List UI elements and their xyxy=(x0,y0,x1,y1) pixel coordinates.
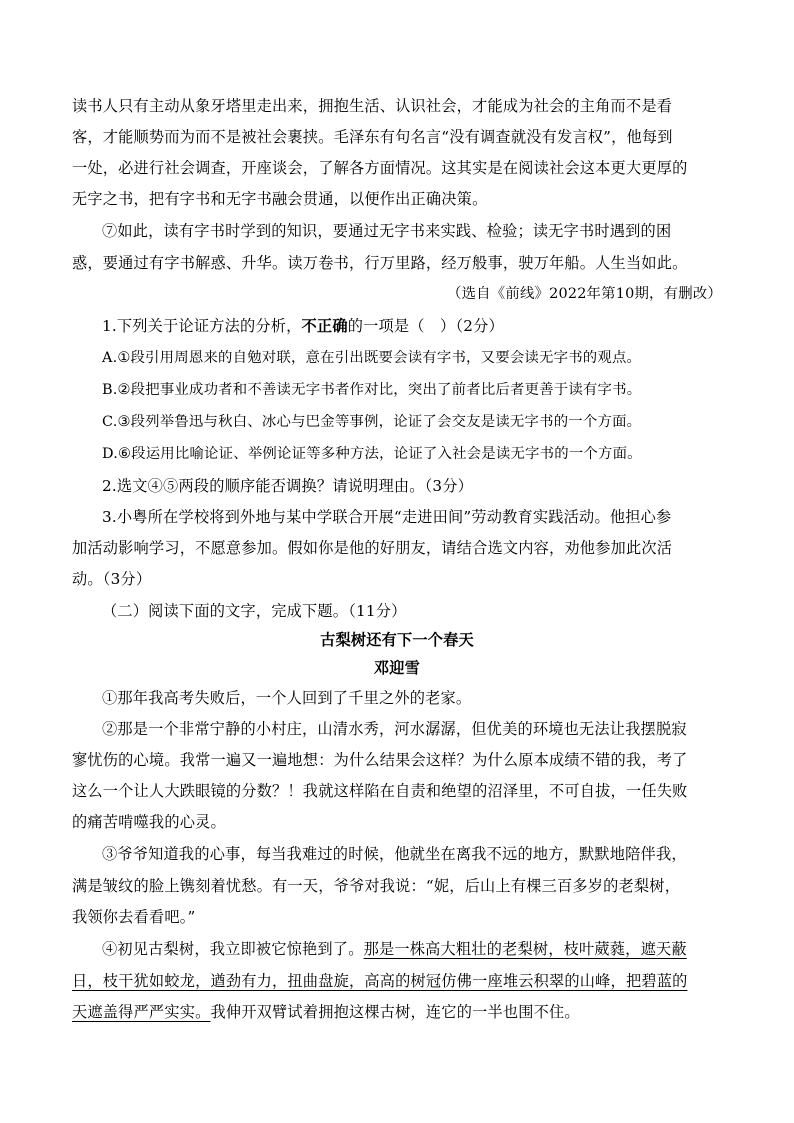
section-2-heading: （二）阅读下面的文字，完成下题。（11分） xyxy=(102,602,407,620)
question-1-emphasis: 不正确 xyxy=(301,317,348,335)
question-3-line-2: 加活动影响学习，不愿意参加。假如你是他的好朋友，请结合选文内容，劝他参加此次活 xyxy=(72,539,673,557)
source-citation: （选自《前线》2022年第10期，有删改） xyxy=(447,286,722,302)
underlined-sentence-part-1: 那是一株高大粗壮的老梨树，枝叶葳蕤，遮天蔽 xyxy=(363,940,687,958)
story-paragraph-2-line-2: 寥忧伤的心境。我常一遍又一遍地想：为什么结果会这样？为什么原本成绩不错的我，考了 xyxy=(72,751,688,769)
story-paragraph-3-line-1: ③爷爷知道我的心事，每当我难过的时候，他就坐在离我不远的地方，默默地陪伴我， xyxy=(102,845,687,863)
paragraph-7-line-1: ⑦如此，读有字书时学到的知识，要通过无字书来实践、检验；读无字书时遇到的困 xyxy=(102,222,672,240)
question-1-tail: 的一项是（ ）（2分） xyxy=(347,317,504,335)
question-1-option-b: B.②段把事业成功者和不善读无字书者作对比，突出了前者比后者更善于读有字书。 xyxy=(102,382,642,398)
story-paragraph-3-line-2: 满是皱纹的脸上镌刻着忧愁。有一天，爷爷对我说：“妮，后山上有棵三百多岁的老梨树， xyxy=(72,877,681,895)
underlined-sentence-part-2: 日，枝干犹如蛟龙，遒劲有力，扭曲盘旋，高高的树冠仿佛一座堆云积翠的山峰，把碧蓝的 xyxy=(72,972,688,990)
question-3-line-3: 动。（3分） xyxy=(72,570,152,588)
underlined-sentence-part-3: 天遮盖得严严实实。 xyxy=(72,1003,211,1021)
paragraph-6-line-3: 一处，必进行社会调查，开座谈会，了解各方面情况。这其实是在阅读社会这本更大更厚的 xyxy=(72,159,688,177)
story-paragraph-2-line-3: 这么一个让人大跌眼镜的分数？！我就这样陷在自责和绝望的沼泽里，不可自拔，一任失败 xyxy=(72,782,688,800)
paragraph-6-line-1: 读书人只有主动从象牙塔里走出来，拥抱生活、认识社会，才能成为社会的主角而不是看 xyxy=(72,97,673,115)
story-paragraph-2-line-1: ②那是一个非常宁静的小村庄，山清水秀，河水潺潺，但优美的环境也无法让我摆脱寂 xyxy=(102,720,687,738)
paragraph-6-line-4: 无字之书，把有字书和无字书融会贯通，以便作出正确决策。 xyxy=(72,190,488,208)
question-1 xyxy=(102,316,504,336)
story-paragraph-2-line-4: 的痛苦啃噬我的心灵。 xyxy=(72,813,226,831)
story-title: 古梨树还有下一个春天 xyxy=(320,631,474,649)
story-paragraph-3-line-3: 我领你去看看吧。” xyxy=(72,908,196,926)
story-paragraph-4-line-2 xyxy=(72,971,688,991)
question-2: 2.选文④⑤两段的顺序能否调换？请说明理由。（3分） xyxy=(102,477,474,495)
paragraph-4-trailing-text: 我伸开双臂试着拥抱这棵古树，连它的一半也围不住。 xyxy=(210,1003,580,1021)
question-1-option-c: C.③段列举鲁迅与秋白、冰心与巴金等事例，论证了会交友是读无字书的一个方面。 xyxy=(102,414,642,430)
story-author: 邓迎雪 xyxy=(373,659,421,677)
paragraph-6-line-2: 客，才能顺势而为而不是被社会裹挟。毛泽东有句名言“没有调查就没有发言权”，他每到 xyxy=(72,128,673,146)
paragraph-7-line-2: 惑，要通过有字书解惑、升华。读万卷书，行万里路，经万般事，驶万年船。人生当如此。 xyxy=(72,254,688,272)
question-1-option-d: D.⑥段运用比喻论证、举例论证等多种方法，论证了入社会是读无字书的一个方面。 xyxy=(102,446,642,462)
story-paragraph-4-line-1 xyxy=(102,939,687,959)
story-paragraph-4-line-3 xyxy=(72,1002,580,1022)
question-1-stem: 1.下列关于论证方法的分析， xyxy=(102,317,302,335)
question-1-option-a: A.①段引用周恩来的自勉对联，意在引出既要会读有字书，又要会读无字书的观点。 xyxy=(102,350,642,366)
paragraph-4-plain-text: ④初见古梨树，我立即被它惊艳到了。 xyxy=(102,940,364,958)
question-3-line-1: 3.小粤所在学校将到外地与某中学联合开展“走进田间”劳动教育实践活动。他担心参 xyxy=(102,508,672,526)
story-paragraph-1: ①那年我高考失败后，一个人回到了千里之外的老家。 xyxy=(102,689,472,707)
